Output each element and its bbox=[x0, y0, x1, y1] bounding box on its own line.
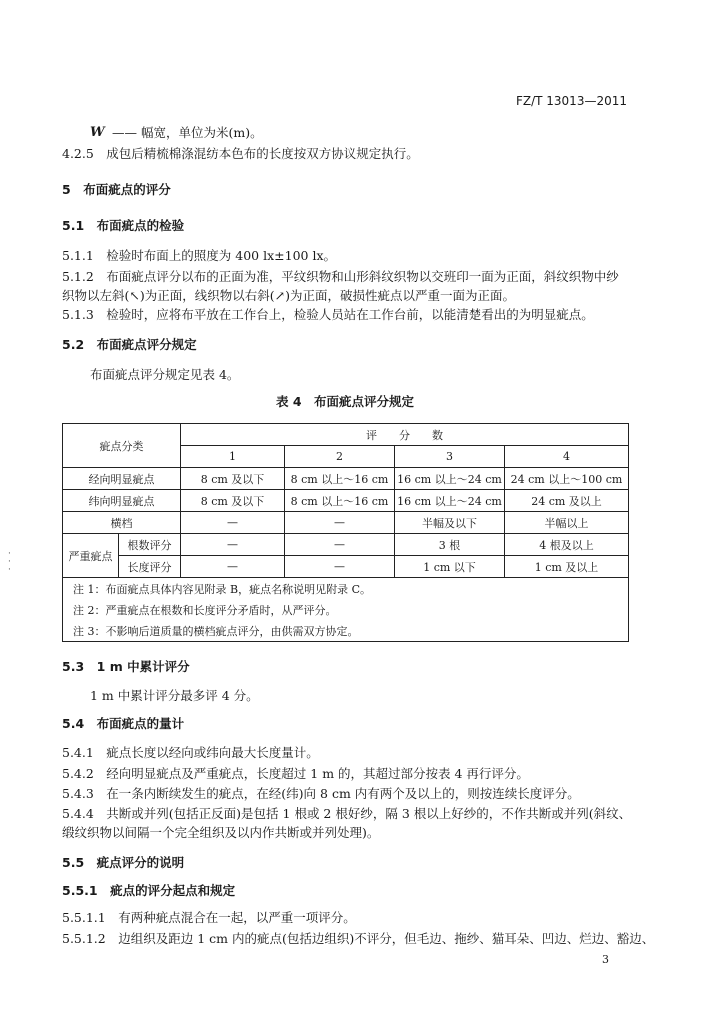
heading-5-2: 5.2 布面疵点评分规定 bbox=[62, 337, 197, 352]
table-cell: 半幅以上 bbox=[505, 512, 629, 534]
row-label: 横档 bbox=[63, 512, 181, 534]
row-label: 长度评分 bbox=[119, 556, 181, 578]
heading-5-5: 5.5 疵点评分的说明 bbox=[62, 855, 185, 870]
table-note: 注 1：布面疵点具体内容见附录 B，疵点名称说明见附录 C。 bbox=[63, 578, 629, 600]
clause-5-5-1-1: 5.5.1.1 有两种疵点混合在一起，以严重一项评分。 bbox=[62, 910, 356, 925]
table-cell: 8 cm 以上～16 cm bbox=[285, 468, 395, 490]
table-cell: 24 cm 及以上 bbox=[505, 490, 629, 512]
table-cell: — bbox=[285, 534, 395, 556]
clause-5-4-2: 5.4.2 经向明显疵点及严重疵点，长度超过 1 m 的，其超过部分按表 4 再行评分。 bbox=[62, 766, 529, 781]
clause-5-1-1: 5.1.1 检验时布面上的照度为 400 lx±100 lx。 bbox=[62, 248, 337, 263]
table-note: 注 2：严重疵点在根数和长度评分矛盾时，从严评分。 bbox=[63, 599, 629, 620]
table-cell: 半幅及以下 bbox=[395, 512, 505, 534]
table-cell: 16 cm 以上～24 cm bbox=[395, 490, 505, 512]
table-cell: — bbox=[181, 512, 285, 534]
score-col: 3 bbox=[395, 446, 505, 468]
clause-5-4-1: 5.4.1 疵点长度以经向或纬向最大长度量计。 bbox=[62, 745, 319, 760]
table-cell: — bbox=[285, 556, 395, 578]
clause-5-2-body: 布面疵点评分规定见表 4。 bbox=[90, 367, 240, 382]
heading-5-5-1: 5.5.1 疵点的评分起点和规定 bbox=[62, 883, 236, 898]
scoring-table bbox=[62, 423, 629, 642]
severe-label: 严重疵点 bbox=[63, 534, 119, 578]
page-number: 3 bbox=[602, 953, 609, 966]
clause-5-3-body: 1 m 中累计评分最多评 4 分。 bbox=[90, 688, 259, 703]
table-note: 注 3：不影响后道质量的横档疵点评分，由供需双方协定。 bbox=[63, 620, 629, 642]
score-col: 1 bbox=[181, 446, 285, 468]
score-col: 4 bbox=[505, 446, 629, 468]
table-head-category: 疵点分类 bbox=[63, 424, 181, 468]
table-cell: — bbox=[181, 534, 285, 556]
table-head-score: 评 分 数 bbox=[181, 424, 629, 446]
clause-5-4-3: 5.4.3 在一条内断续发生的疵点，在经(纬)向 8 cm 内有两个及以上的，则按连续长度评分。 bbox=[62, 786, 580, 801]
table-cell: 3 根 bbox=[395, 534, 505, 556]
table-row bbox=[63, 490, 629, 512]
clause-5-5-1-2: 5.5.1.2 边组织及距边 1 cm 内的疵点(包括边组织)不评分，但毛边、拖纱、猫耳朵、凹边、烂边、豁边、 bbox=[62, 931, 655, 946]
table-cell: — bbox=[181, 556, 285, 578]
row-label: 根数评分 bbox=[119, 534, 181, 556]
heading-5-1: 5.1 布面疵点的检验 bbox=[62, 218, 185, 233]
clause-5-4-4-line1: 5.4.4 共断或并列(包括正反面)是包括 1 根或 2 根好纱，隔 3 根以上好纱的，不作共断或并列(斜纹、 bbox=[62, 806, 632, 821]
table-cell: 24 cm 以上～100 cm bbox=[505, 468, 629, 490]
clause-5-1-2-line1: 5.1.2 布面疵点评分以布的正面为准，平纹织物和山形斜纹织物以交班印一面为正面，斜纹织物中纱 bbox=[62, 269, 619, 284]
table-cell: — bbox=[285, 512, 395, 534]
table-row bbox=[63, 556, 629, 578]
table-row bbox=[63, 512, 629, 534]
clause-4-2-5: 4.2.5 成包后精梳棉涤混纺本色布的长度按双方协议规定执行。 bbox=[62, 146, 419, 161]
table-cell: 8 cm 及以下 bbox=[181, 490, 285, 512]
table-cell: 1 cm 及以上 bbox=[505, 556, 629, 578]
table-title: 表 4 布面疵点评分规定 bbox=[276, 394, 415, 409]
standard-number: FZ/T 13013—2011 bbox=[515, 94, 627, 108]
row-label: 纬向明显疵点 bbox=[63, 490, 181, 512]
clause-5-1-2-line2: 织物以左斜(↖)为正面，线织物以右斜(↗)为正面，破损性疵点以严重一面为正面。 bbox=[62, 288, 515, 303]
margin-marks: · · · bbox=[8, 549, 11, 575]
table-cell: 4 根及以上 bbox=[505, 534, 629, 556]
table-row bbox=[63, 468, 629, 490]
table-row bbox=[63, 534, 629, 556]
table-cell: 16 cm 以上～24 cm bbox=[395, 468, 505, 490]
heading-5: 5 布面疵点的评分 bbox=[62, 182, 171, 197]
clause-5-1-3: 5.1.3 检验时，应将布平放在工作台上，检验人员站在工作台前，以能清楚看出的为明显疵点。 bbox=[62, 307, 594, 322]
symbol-w: W bbox=[90, 125, 105, 140]
clause-5-4-4-line2: 缎纹织物以间隔一个完全组织及以内作共断或并列处理)。 bbox=[62, 825, 380, 840]
symbol-w-desc: —— 幅宽，单位为米(m)。 bbox=[112, 125, 263, 140]
table-cell: 1 cm 以下 bbox=[395, 556, 505, 578]
table-cell: 8 cm 及以下 bbox=[181, 468, 285, 490]
heading-5-4: 5.4 布面疵点的量计 bbox=[62, 716, 185, 731]
row-label: 经向明显疵点 bbox=[63, 468, 181, 490]
score-col: 2 bbox=[285, 446, 395, 468]
heading-5-3: 5.3 1 m 中累计评分 bbox=[62, 659, 190, 674]
table-cell: 8 cm 以上～16 cm bbox=[285, 490, 395, 512]
